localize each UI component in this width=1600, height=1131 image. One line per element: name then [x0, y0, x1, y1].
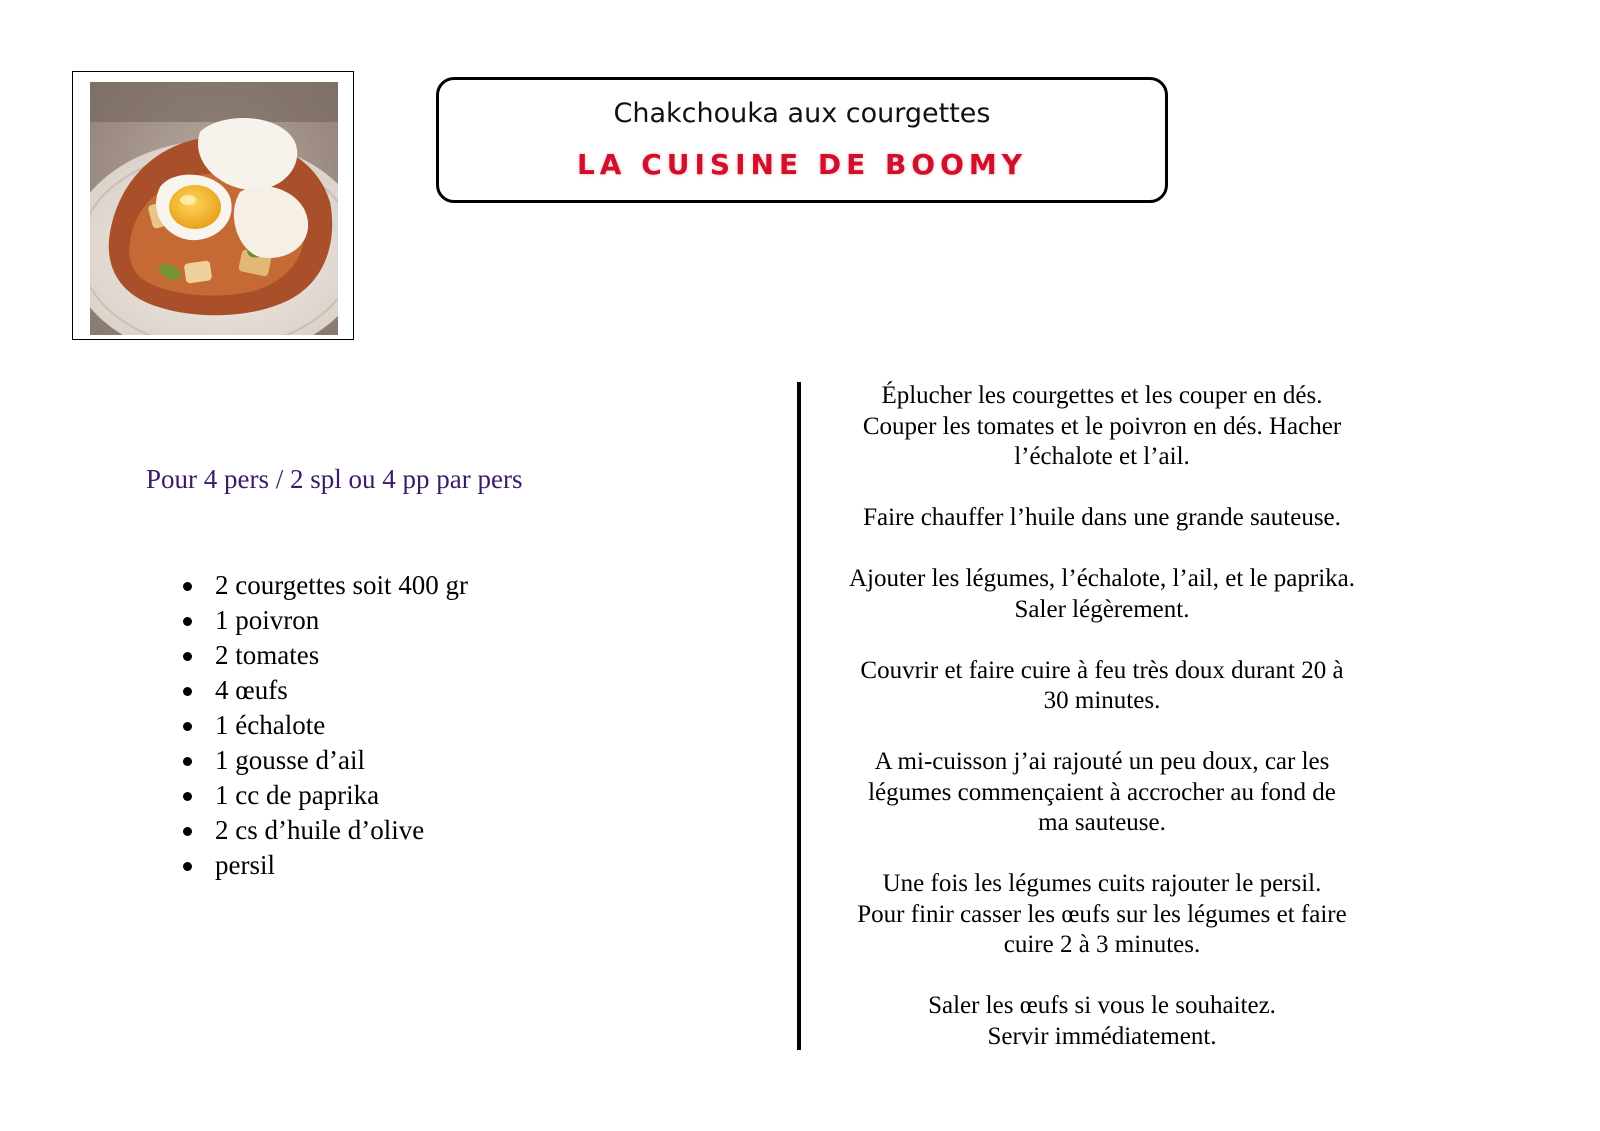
- bullet-icon: [183, 722, 192, 731]
- ingredient-list: [175, 568, 468, 883]
- bullet-icon: [183, 827, 192, 836]
- ingredient-item: [175, 743, 468, 778]
- dish-photo-icon: [90, 82, 338, 335]
- bullet-icon: [183, 792, 192, 801]
- method-step-2: [812, 503, 1392, 534]
- method-step-3: [812, 564, 1392, 625]
- title-box: [436, 77, 1168, 203]
- ingredient-item: [175, 813, 468, 848]
- method-line: cuire 2 à 3 minutes.: [1003, 931, 1201, 958]
- ingredient-text: 1 gousse d’ail: [215, 745, 365, 775]
- method-step-1: [812, 381, 1392, 473]
- method-steps: [812, 381, 1392, 1052]
- bullet-icon: [183, 617, 192, 626]
- ingredient-item: [175, 638, 468, 673]
- ingredient-text: 1 cc de paprika: [215, 780, 380, 810]
- method-line: 30 minutes.: [1043, 687, 1161, 714]
- column-divider: [797, 382, 801, 1050]
- method-line: Saler légèrement.: [1014, 595, 1190, 623]
- ingredient-item: [175, 568, 468, 603]
- recipe-photo-frame: [72, 71, 354, 340]
- recipe-title: Chakchouka aux courgettes: [613, 98, 991, 129]
- method-line: l’échalote et l’ail.: [1014, 443, 1190, 470]
- servings-info: Pour 4 pers / 2 spl ou 4 pp par pers: [146, 464, 523, 494]
- method-line: ma sauteuse.: [1038, 809, 1166, 836]
- bullet-icon: [183, 582, 192, 591]
- ingredient-item: [175, 673, 468, 708]
- method-step-6: [812, 869, 1392, 961]
- ingredient-text: 2 courgettes soit 400 gr: [215, 570, 468, 600]
- ingredient-text: persil: [215, 850, 275, 880]
- method-line: Pour finir casser les œufs sur les légumes et faire: [857, 900, 1347, 928]
- method-line: Une fois les légumes cuits rajouter le persil.: [882, 870, 1322, 897]
- method-line: Ajouter les légumes, l’échalote, l’ail, et le paprika.: [848, 565, 1356, 592]
- method-line: Couvrir et faire cuire à feu très doux durant 20 à: [860, 656, 1344, 684]
- ingredient-item: [175, 708, 468, 743]
- ingredient-text: 1 poivron: [215, 605, 320, 635]
- ingredient-item: [175, 603, 468, 638]
- brand-name: LA CUISINE DE BOOMY: [576, 148, 1028, 181]
- method-line: légumes commençaient à accrocher au fond de: [868, 778, 1336, 806]
- ingredient-text: 2 cs d’huile d’olive: [215, 815, 425, 845]
- ingredient-text: 1 échalote: [215, 710, 326, 740]
- method-line: Éplucher les courgettes et les couper en dés.: [881, 382, 1323, 409]
- method-step-5: [812, 747, 1392, 839]
- method-step-7: [812, 991, 1392, 1052]
- method-line: Couper les tomates et le poivron en dés. Hacher: [862, 412, 1342, 440]
- bullet-icon: [183, 687, 192, 696]
- bullet-icon: [183, 652, 192, 661]
- ingredient-text: 4 œufs: [215, 675, 288, 705]
- bullet-icon: [183, 862, 192, 871]
- method-line: A mi-cuisson j’ai rajouté un peu doux, car les: [874, 748, 1330, 775]
- bullet-icon: [183, 757, 192, 766]
- method-step-4: [812, 656, 1392, 717]
- method-line: Servir immédiatement.: [987, 1022, 1217, 1050]
- ingredient-item: [175, 778, 468, 813]
- ingredient-item: [175, 848, 468, 883]
- method-line: Faire chauffer l’huile dans une grande sauteuse.: [863, 504, 1341, 531]
- method-line: Saler les œufs si vous le souhaitez.: [928, 992, 1276, 1019]
- ingredient-text: 2 tomates: [215, 640, 320, 670]
